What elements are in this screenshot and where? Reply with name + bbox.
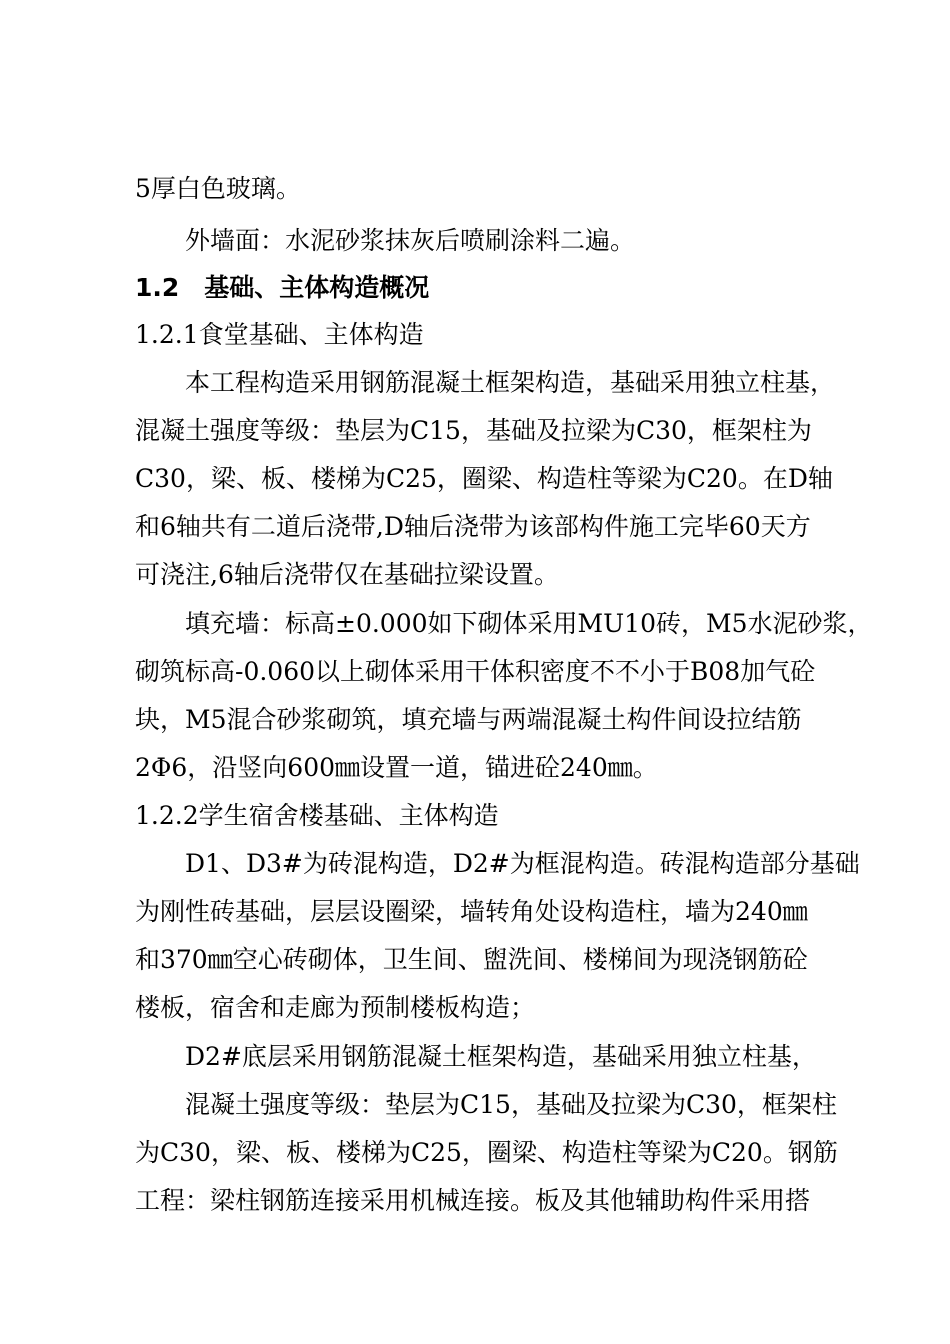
text-line: 工程：梁柱钢筋连接采用机械连接。板及其他辅助构件采用搭: [135, 1186, 811, 1215]
subsection-heading: 1.2.2学生宿舍楼基础、主体构造: [135, 801, 499, 830]
text-line: 为C30，梁、板、楼梯为C25，圈梁、构造柱等梁为C20。钢筋: [135, 1138, 838, 1167]
text-line: 5厚白色玻璃。: [135, 174, 301, 203]
text-line: D1、D3#为砖混构造，D2#为框混构造。砖混构造部分基础: [185, 849, 860, 878]
subsection-heading: 1.2.1食堂基础、主体构造: [135, 320, 424, 349]
text-line: 块，M5混合砂浆砌筑，填充墙与两端混凝土构件间设拉结筋: [135, 705, 802, 734]
text-line: 可浇注,6轴后浇带仅在基础拉梁设置。: [135, 560, 559, 589]
text-line: C30，梁、板、楼梯为C25，圈梁、构造柱等梁为C20。在D轴: [135, 464, 833, 493]
text-line: D2#底层采用钢筋混凝土框架构造，基础采用独立柱基，: [185, 1042, 817, 1071]
text-line: 填充墙：标高±0.000如下砌体采用MU10砖，M5水泥砂浆，: [185, 609, 873, 638]
text-line: 混凝土强度等级：垫层为C15，基础及拉梁为C30，框架柱: [185, 1090, 837, 1119]
text-line: 本工程构造采用钢筋混凝土框架构造，基础采用独立柱基，: [185, 368, 836, 397]
text-line: 2Φ6，沿竖向600㎜设置一道，锚进砼240㎜。: [135, 753, 658, 782]
text-line: 砌筑标高-0.060以上砌体采用干体积密度不不小于B08加气砼: [135, 657, 816, 686]
text-line: 楼板，宿舍和走廊为预制楼板构造；: [135, 993, 536, 1022]
text-line: 为刚性砖基础，层层设圈梁，墙转角处设构造柱，墙为240㎜: [135, 897, 808, 926]
text-line: 和370㎜空心砖砌体，卫生间、盥洗间、楼梯间为现浇钢筋砼: [135, 945, 808, 974]
text-line: 外墙面：水泥砂浆抹灰后喷刷涂料二遍。: [185, 226, 636, 255]
text-line: 混凝土强度等级：垫层为C15，基础及拉梁为C30，框架柱为: [135, 416, 812, 445]
text-line: 和6轴共有二道后浇带,D轴后浇带为该部构件施工完毕60天方: [135, 512, 811, 541]
section-heading: 1.2 基础、主体构造概况: [135, 273, 430, 302]
